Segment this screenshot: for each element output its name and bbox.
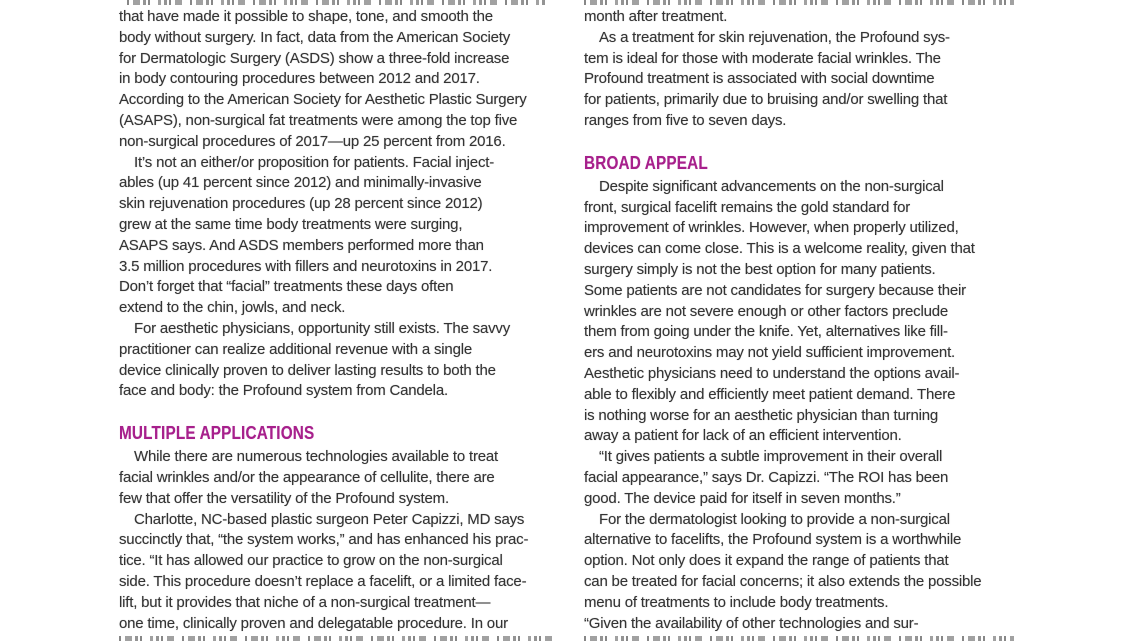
body-text-line: (ASAPS), non-surgical fat treatments were among the top five	[119, 111, 518, 129]
body-text-line: facial wrinkles and/or the appearance of cellulite, there are	[119, 468, 495, 486]
body-text-line: Aesthetic physicians need to understand the options avail-	[584, 364, 960, 382]
article-column-left	[119, 0, 559, 640]
body-text-line: body without surgery. In fact, data from the American Society	[119, 28, 511, 46]
body-text-line: succinctly that, “the system works,” and has enhanced his prac-	[119, 531, 529, 549]
body-text-line: “Given the availability of other technologies and sur-	[584, 614, 919, 632]
body-text-line: Profound treatment is associated with social downtime	[584, 70, 935, 88]
clipped-text-fragment-bottom	[119, 636, 556, 641]
body-text-line: can be treated for facial concerns; it also extends the possible	[584, 572, 982, 590]
body-text-line: option. Not only does it expand the range of patients that	[584, 552, 949, 570]
body-text-line: face and body: the Profound system from Candela.	[119, 382, 448, 400]
body-text-line: ables (up 41 percent since 2012) and minimally-invasive	[119, 174, 482, 192]
section-heading	[119, 424, 559, 442]
body-text-line: for patients, primarily due to bruising and/or swelling that	[584, 91, 948, 109]
body-text-line: practitioner can realize additional revenue with a single	[119, 340, 472, 358]
body-text-line: Some patients are not candidates for surgery because their	[584, 281, 966, 299]
body-text-line: For the dermatologist looking to provide a non-surgical	[599, 510, 950, 528]
body-text-line: alternative to facelifts, the Profound system is a worthwhile	[584, 531, 962, 549]
body-text-line: tem is ideal for those with moderate facial wrinkles. The	[584, 49, 941, 67]
body-text-line: side. This procedure doesn’t replace a facelift, or a limited face-	[119, 572, 527, 590]
body-text-line: Despite significant advancements on the non-surgical	[599, 177, 944, 195]
body-text-line: good. The device paid for itself in seven months.”	[584, 489, 901, 507]
body-text-line: device clinically proven to deliver lasting results to both the	[119, 361, 496, 379]
body-text-line: It’s not an either/or proposition for patients. Facial inject-	[134, 153, 495, 171]
body-text-line: facial appearance,” says Dr. Capizzi. “The ROI has been	[584, 468, 949, 486]
body-text-line: “It gives patients a subtle improvement in their overall	[599, 448, 943, 466]
body-text-line: Charlotte, NC-based plastic surgeon Peter Capizzi, MD says	[134, 510, 525, 528]
body-text-line: one time, clinically proven and delegatable procedure. In our	[119, 614, 508, 632]
body-text-line: For aesthetic physicians, opportunity still exists. The savvy	[134, 319, 511, 337]
column-text-left	[119, 0, 559, 634]
body-text-line: devices can come close. This is a welcome reality, given that	[584, 240, 975, 258]
clipped-text-fragment-top	[584, 0, 1014, 5]
body-text-line: away a patient for lack of an efficient intervention.	[584, 427, 902, 445]
section-heading-text: MULTIPLE APPLICATIONS	[119, 423, 315, 444]
body-text-line: ranges from five to seven days.	[584, 111, 787, 129]
column-text-right	[584, 0, 1020, 634]
body-text-line: them from going under the knife. Yet, alternatives like fill-	[584, 323, 948, 341]
body-text-line: ers and neurotoxins may not yield sufficient improvement.	[584, 344, 956, 362]
body-text-line: for Dermatologic Surgery (ASDS) show a three-fold increase	[119, 49, 510, 67]
body-text-line: 3.5 million procedures with fillers and neurotoxins in 2017.	[119, 257, 493, 275]
body-text-line: front, surgical facelift remains the gold standard for	[584, 198, 911, 216]
body-text-line: month after treatment.	[584, 8, 728, 25]
body-text-line: in body contouring procedures between 2012 and 2017.	[119, 70, 480, 88]
section-heading	[584, 154, 1020, 172]
body-text-line: few that offer the versatility of the Profound system.	[119, 489, 449, 507]
body-text-line: skin rejuvenation procedures (up 28 percent since 2012)	[119, 195, 483, 213]
body-text-line: extend to the chin, jowls, and neck.	[119, 299, 346, 317]
section-heading-text: BROAD APPEAL	[584, 152, 708, 173]
body-text-line: surgery simply is not the best option for many patients.	[584, 260, 936, 278]
body-text-line: According to the American Society for Aesthetic Plastic Surgery	[119, 91, 527, 109]
clipped-text-fragment-bottom	[584, 636, 1014, 641]
article-column-right	[584, 0, 1020, 640]
body-text-line: improvement of wrinkles. However, when properly utilized,	[584, 219, 959, 237]
body-text-line: As a treatment for skin rejuvenation, the Profound sys-	[599, 28, 950, 46]
body-text-line: wrinkles are not severe enough or other factors preclude	[584, 302, 949, 320]
body-text-line: While there are numerous technologies available to treat	[134, 448, 499, 466]
body-text-line: that have made it possible to shape, tone, and smooth the	[119, 8, 493, 25]
body-text-line: menu of treatments to include body treatments.	[584, 593, 889, 611]
body-text-line: is nothing worse for an aesthetic physician than turning	[584, 406, 939, 424]
body-text-line: able to flexibly and efficiently meet patient demand. There	[584, 385, 956, 403]
body-text-line: Don’t forget that “facial” treatments these days often	[119, 278, 454, 296]
body-text-line: tice. “It has allowed our practice to grow on the non-surgical	[119, 552, 503, 570]
clipped-text-fragment-top	[127, 0, 547, 5]
body-text-line: non-surgical procedures of 2017—up 25 percent from 2016.	[119, 132, 506, 150]
body-text-line: ASAPS says. And ASDS members performed more than	[119, 236, 484, 254]
body-text-line: grew at the same time body treatments were surging,	[119, 215, 463, 233]
body-text-line: lift, but it provides that niche of a non-surgical treatment—	[119, 593, 491, 611]
